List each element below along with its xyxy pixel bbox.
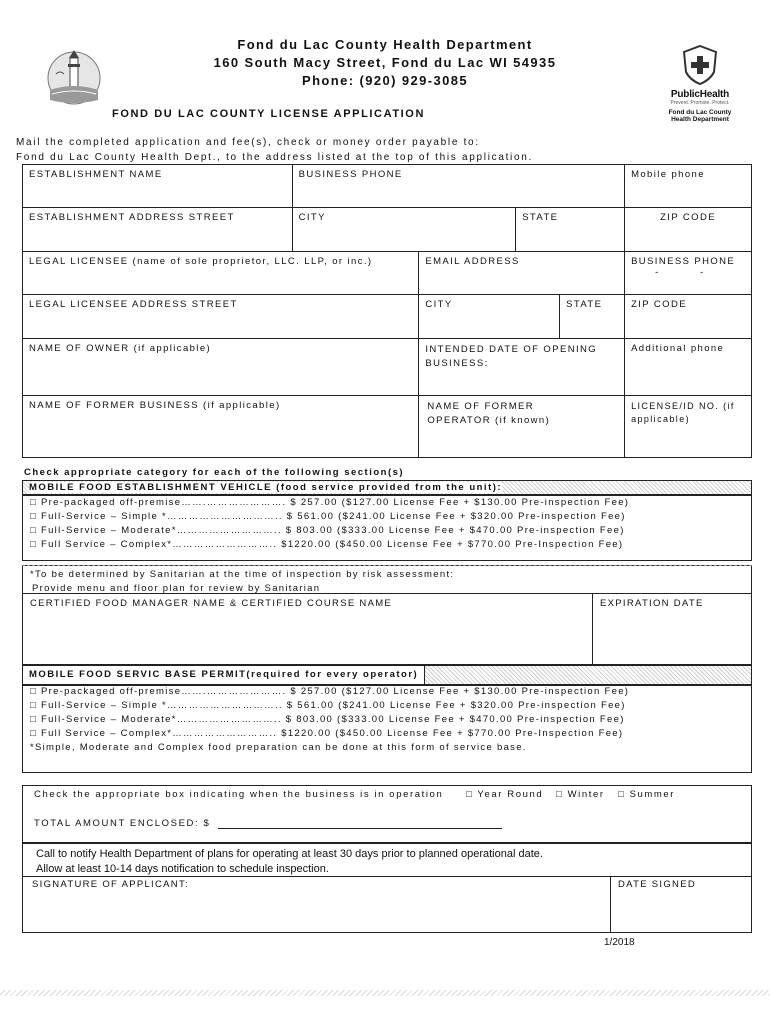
date-signed-label: DATE SIGNED xyxy=(618,879,696,890)
base-note: *Simple, Moderate and Complex food preparation can be done at this form of service base. xyxy=(30,742,527,753)
zip-2-label: ZIP CODE xyxy=(631,299,687,310)
winter-checkbox[interactable]: □ Winter xyxy=(556,789,605,800)
city-field[interactable] xyxy=(292,208,516,252)
page-edge-decoration xyxy=(0,990,770,996)
date-signed-field[interactable] xyxy=(612,892,750,930)
logo-org2: Health Department xyxy=(671,116,729,123)
cfm-name-label: CERTIFIED FOOD MANAGER NAME & CERTIFIED COURSE NAME xyxy=(30,598,393,609)
intended-date-label: INTENDED DATE OF OPENING BUSINESS: xyxy=(425,344,598,369)
establishment-info-table xyxy=(22,164,752,458)
legal-address-field[interactable] xyxy=(23,295,419,339)
base-option-complex[interactable]: □ Full Service – Complex*……………………….. $1220.00 ($450.00 License Fee + $770.00 Pre-Inspection Fee) xyxy=(30,728,624,739)
cfm-name-field[interactable] xyxy=(24,612,590,662)
state-field[interactable] xyxy=(516,208,625,252)
base-section-header xyxy=(22,665,752,685)
sanitarian-note-1: *To be determined by Sanitarian at the time of inspection by risk assessment: xyxy=(30,569,455,580)
business-phone-2-field[interactable] xyxy=(625,252,752,295)
dept-name: Fond du Lac County Health Department xyxy=(237,37,533,52)
logo-org1: Fond du Lac County xyxy=(668,109,732,116)
business-phone-2-label: BUSINESS PHONE xyxy=(631,256,736,267)
logo-tagline: Prevent. Promote. Protect. xyxy=(670,100,730,106)
base-option-moderate[interactable]: □ Full-Service – Moderate*……………………….. $ 803.00 ($333.00 License Fee + $470.00 Pre-inspection Fee) xyxy=(30,714,625,725)
owner-name-field[interactable] xyxy=(23,339,419,396)
mobile-phone-label: Mobile phone xyxy=(631,169,705,180)
base-section-title: MOBILE FOOD SERVIC BASE PERMIT(required for every operator) xyxy=(23,666,425,684)
phone-dash: - - xyxy=(655,267,705,278)
state-2-label: STATE xyxy=(566,299,603,310)
expiration-date-label: EXPIRATION DATE xyxy=(600,598,704,609)
city-label: CITY xyxy=(298,212,326,223)
year-round-checkbox[interactable]: □ Year Round xyxy=(466,789,544,800)
vehicle-option-moderate[interactable]: □ Full-Service – Moderate*……………………….. $ 803.00 ($333.00 License Fee + $470.00 Pre-inspection Fee) xyxy=(30,525,625,536)
legal-licensee-field[interactable] xyxy=(23,252,419,295)
operation-instruction: Check the appropriate box indicating when the business is in operation xyxy=(34,789,444,800)
divider xyxy=(22,876,752,877)
email-field[interactable] xyxy=(419,252,625,295)
legal-address-label: LEGAL LICENSEE ADDRESS STREET xyxy=(29,299,238,310)
summer-checkbox[interactable]: □ Summer xyxy=(618,789,676,800)
sanitarian-note-2: Provide menu and floor plan for review by Sanitarian xyxy=(32,583,321,594)
base-option-prepackaged[interactable]: □ Pre-packaged off-premise…….…………………. $ 257.00 ($127.00 License Fee + $130.00 Pre-inspection Fee) xyxy=(30,686,630,697)
base-option-simple[interactable]: □ Full-Service – Simple *………………………….. $ 561.00 ($241.00 License Fee + $320.00 Pre-inspection Fee) xyxy=(30,700,626,711)
license-id-label: LICENSE/ID NO. (if xyxy=(631,401,735,411)
former-business-label: NAME OF FORMER BUSINESS (if applicable) xyxy=(29,400,281,411)
divider xyxy=(22,565,752,566)
divider xyxy=(22,593,752,594)
signature-label: SIGNATURE OF APPLICANT: xyxy=(32,879,189,890)
email-label: EMAIL ADDRESS xyxy=(425,256,520,267)
form-version: 1/2018 xyxy=(604,937,635,948)
expiration-date-field[interactable] xyxy=(594,612,750,662)
dept-phone: Phone: (920) 929-3085 xyxy=(302,73,468,88)
notify-line-1: Call to notify Health Department of plans for operating at least 30 days prior to planned operational date. xyxy=(36,848,543,860)
public-health-logo xyxy=(660,44,740,130)
dept-address: 160 South Macy Street, Fond du Lac WI 54935 xyxy=(213,55,557,70)
vehicle-option-prepackaged[interactable]: □ Pre-packaged off-premise…….…………………. $ 257.00 ($127.00 License Fee + $130.00 Pre-inspection Fee) xyxy=(30,497,630,508)
business-phone-field[interactable] xyxy=(292,165,624,208)
business-phone-label: BUSINESS PHONE xyxy=(298,169,403,180)
total-amount-label: TOTAL AMOUNT ENCLOSED: $ xyxy=(34,818,211,829)
establishment-name-label: ESTABLISHMENT NAME xyxy=(29,169,163,180)
logo-name: PublicHealth xyxy=(670,89,730,100)
legal-licensee-label: LEGAL LICENSEE (name of sole proprietor, LLC. LLP, or inc.) xyxy=(29,256,373,267)
est-address-label: ESTABLISHMENT ADDRESS STREET xyxy=(29,212,235,223)
divider xyxy=(610,876,611,933)
former-operator-label: NAME OF FORMER OPERATOR (if known) xyxy=(427,401,551,426)
zip-field[interactable] xyxy=(625,208,752,252)
establishment-name-field[interactable] xyxy=(23,165,293,208)
notify-line-2: Allow at least 10-14 days notification to schedule inspection. xyxy=(36,863,329,875)
signature-field[interactable] xyxy=(24,892,608,930)
additional-phone-field[interactable] xyxy=(625,339,752,396)
state-2-field[interactable] xyxy=(560,295,625,339)
total-amount-field[interactable] xyxy=(218,828,502,829)
vehicle-section-header xyxy=(22,480,752,495)
license-id-field[interactable] xyxy=(625,396,752,458)
license-id-label-2: applicable) xyxy=(631,414,690,424)
zip-label: ZIP CODE xyxy=(660,212,716,223)
vehicle-option-complex[interactable]: □ Full Service – Complex*……………………….. $1220.00 ($450.00 License Fee + $770.00 Pre-Inspection Fee) xyxy=(30,539,624,550)
former-operator-field[interactable] xyxy=(419,396,625,458)
additional-phone-label: Additional phone xyxy=(631,343,725,354)
mobile-phone-field[interactable] xyxy=(625,165,752,208)
vehicle-option-simple[interactable]: □ Full-Service – Simple *………………………….. $ 561.00 ($241.00 License Fee + $320.00 Pre-inspection Fee) xyxy=(30,511,626,522)
intended-date-field[interactable] xyxy=(419,339,625,396)
city-2-label: CITY xyxy=(425,299,453,310)
form-title: FOND DU LAC COUNTY LICENSE APPLICATION xyxy=(112,108,425,120)
state-label: STATE xyxy=(522,212,559,223)
est-address-field[interactable] xyxy=(23,208,293,252)
former-business-field[interactable] xyxy=(23,396,419,458)
mail-instruction-1: Mail the completed application and fee(s), check or money order payable to: xyxy=(16,137,480,148)
zip-2-field[interactable] xyxy=(625,295,752,339)
owner-name-label: NAME OF OWNER (if applicable) xyxy=(29,343,212,354)
vehicle-section-title: MOBILE FOOD ESTABLISHMENT VEHICLE (food service provided from the unit): xyxy=(29,482,503,493)
category-instruction: Check appropriate category for each of the following section(s) xyxy=(24,467,405,478)
city-2-field[interactable] xyxy=(419,295,560,339)
shield-icon xyxy=(680,44,720,86)
divider xyxy=(592,593,593,665)
mail-instruction-2: Fond du Lac County Health Dept., to the address listed at the top of this application. xyxy=(16,152,533,163)
